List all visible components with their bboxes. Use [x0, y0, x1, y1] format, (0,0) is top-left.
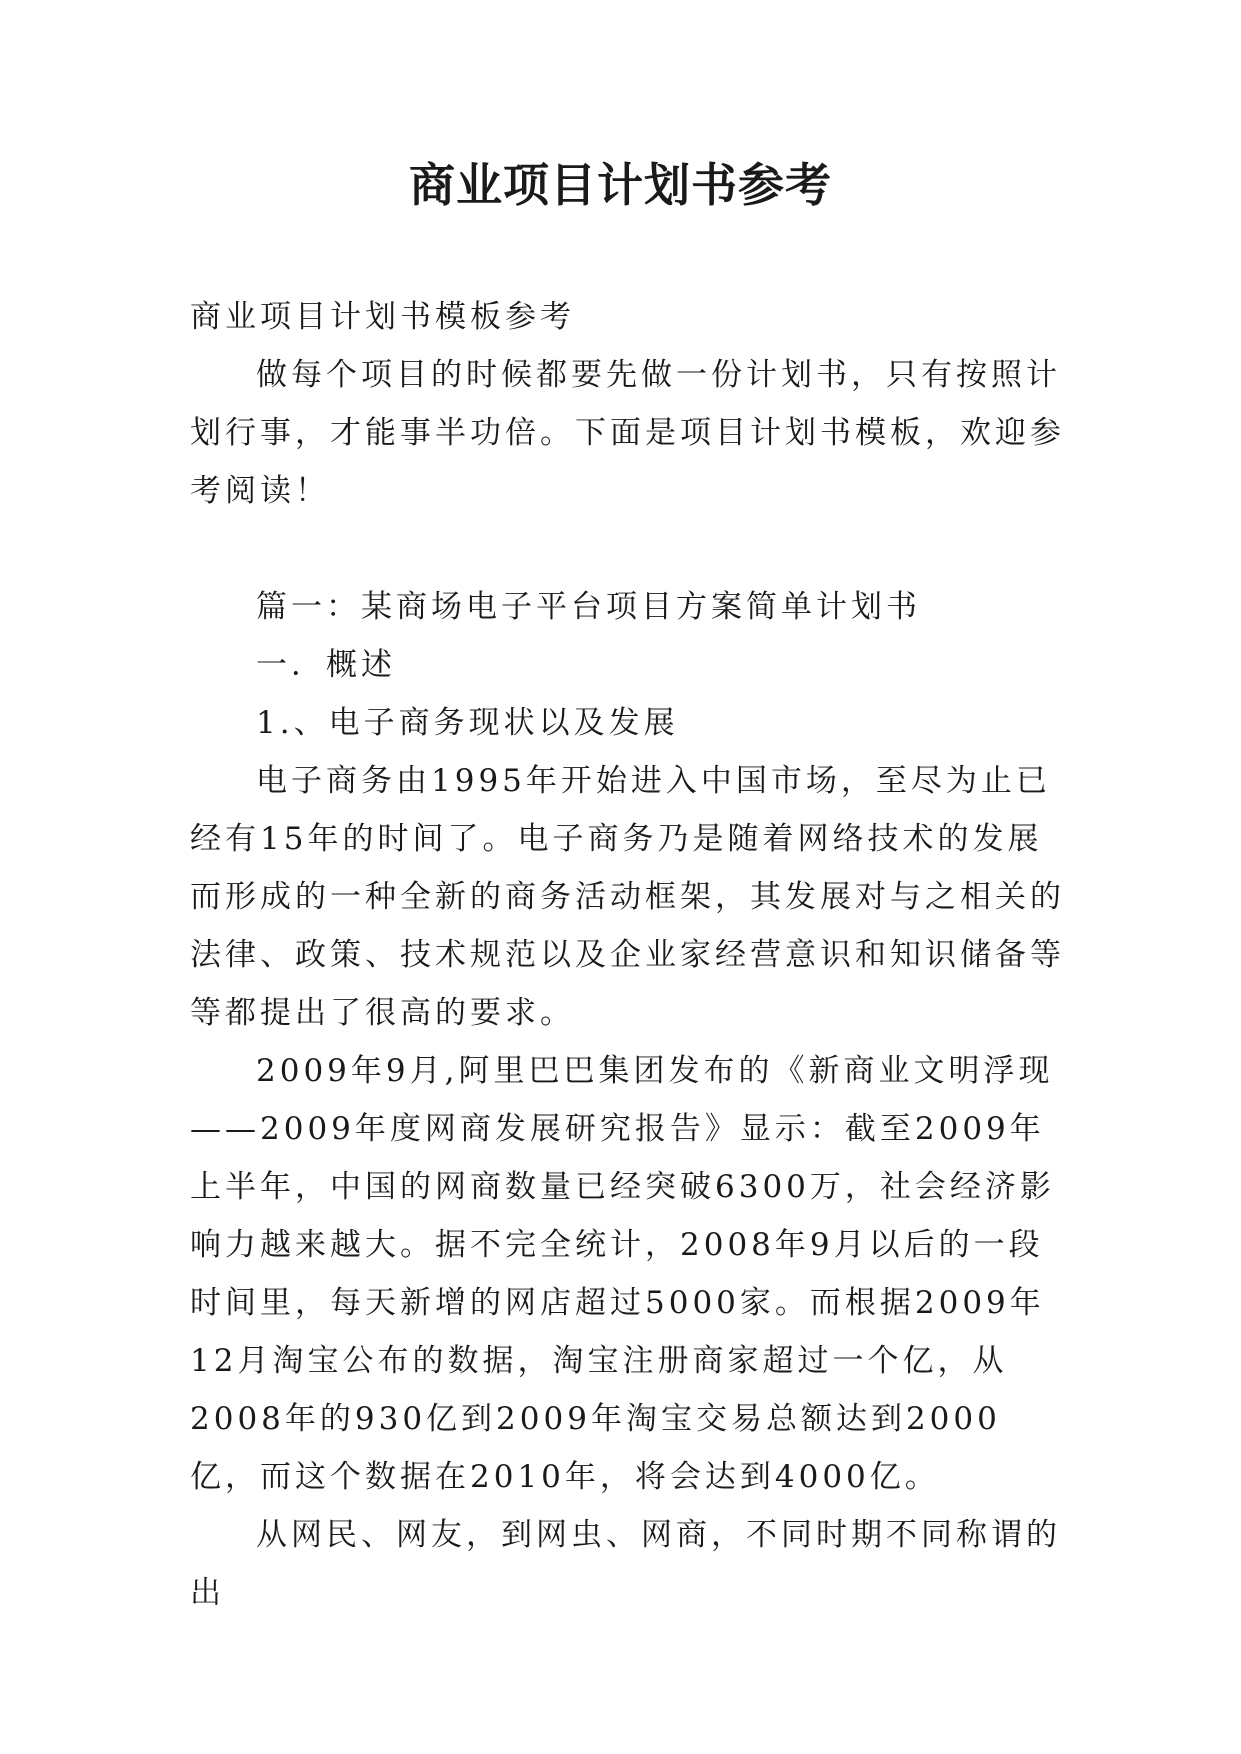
subsection-heading: 1.、电子商务现状以及发展	[256, 705, 679, 741]
section-heading: 一．概述	[256, 647, 396, 683]
chapter-heading: 篇一：某商场电子平台项目方案简单计划书	[256, 589, 921, 625]
subtitle-paragraph: 商业项目计划书模板参考	[190, 299, 575, 335]
body-paragraph: 电子商务由1995年开始进入中国市场，至尽为止已经有15年的时间了。电子商务乃是随着网络技术的发展而形成的一种全新的商务活动框架，其发展对与之相关的法律、政策、技术规范以及企业家经营意识和知识储备等等都提出了很高的要求。	[190, 763, 1065, 1031]
body-paragraph: 2009年9月,阿里巴巴集团发布的《新商业文明浮现——2009年度网商发展研究报告》显示：截至2009年上半年，中国的网商数量已经突破6300万，社会经济影响力越来越大。据不完全统计，2008年9月以后的一段时间里，每天新增的网店超过5000家。而根据2009年12月淘宝公布的数据，淘宝注册商家超过一个亿，从2008年的930亿到2009年淘宝交易总额达到2000亿，而这个数据在2010年，将会达到4000亿。	[190, 1053, 1055, 1495]
document-body	[190, 288, 1070, 1622]
intro-paragraph: 做每个项目的时候都要先做一份计划书，只有按照计划行事，才能事半功倍。下面是项目计划书模板，欢迎参考阅读！	[190, 357, 1065, 509]
document-title: 商业项目计划书参考	[409, 158, 832, 212]
body-paragraph: 从网民、网友，到网虫、网商，不同时期不同称谓的出	[190, 1517, 1061, 1611]
